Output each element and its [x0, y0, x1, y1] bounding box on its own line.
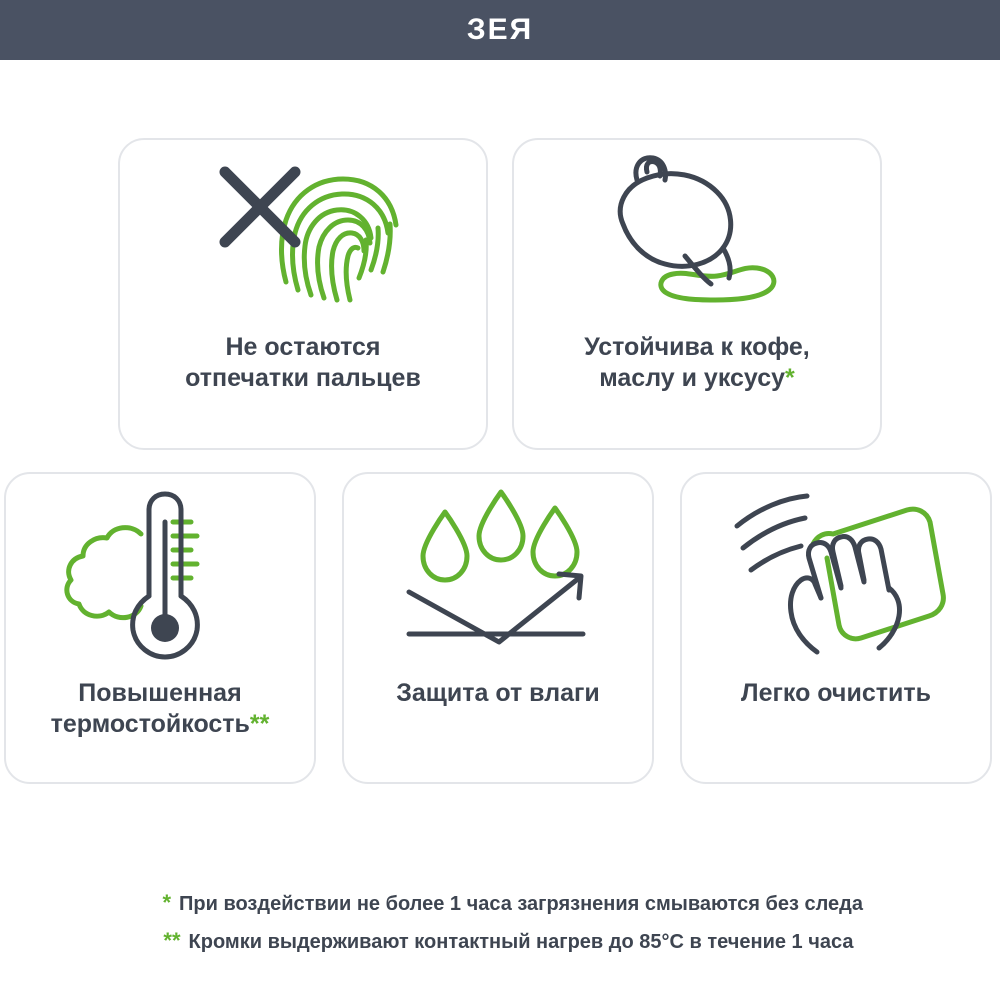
caption-line-1: Устойчива к кофе,: [584, 333, 810, 361]
footnote-item: [0, 890, 1000, 916]
hand-wiping-cloth-icon: [682, 474, 990, 674]
caption-line-1: Защита от влаги: [396, 679, 600, 707]
thermometer-heat-icon: [6, 474, 314, 674]
spilled-cup-icon: [514, 140, 880, 330]
feature-card-fingerprint-caption: [175, 332, 431, 395]
feature-card-fingerprint: [118, 138, 488, 450]
feature-card-stain-resistance: [512, 138, 882, 450]
caption-line-2: отпечатки пальцев: [185, 364, 421, 393]
caption-line-1: Повышенная: [78, 679, 242, 707]
caption-line-2: [51, 709, 270, 740]
caption-line-1: Легко очистить: [741, 679, 931, 707]
caption-line-2: [584, 363, 810, 394]
feature-card-moisture-protection: [342, 472, 654, 784]
footnote-text: При воздействии не более 1 часа загрязнения смываются без следа: [179, 893, 863, 915]
page-title: ЗЕЯ: [466, 13, 534, 46]
footnote-marker: *: [162, 890, 171, 915]
water-drops-repel-icon: [344, 474, 652, 674]
caption-line-2-text: маслу и уксусу: [599, 364, 786, 393]
footnote-marker-single: *: [785, 364, 795, 393]
caption-line-1: Не остаются: [225, 333, 381, 361]
footnote-item: [0, 928, 1000, 954]
footnotes: [0, 890, 1000, 966]
feature-card-heat-resistance: [4, 472, 316, 784]
footnote-text: Кромки выдерживают контактный нагрев до 85°C в течение 1 часа: [188, 931, 854, 953]
header-bar: [0, 0, 1000, 60]
feature-card-easy-clean-caption: [731, 678, 941, 709]
feature-card-moisture-protection-caption: [386, 678, 610, 709]
feature-card-heat-resistance-caption: [41, 678, 280, 741]
footnote-marker-double: **: [249, 710, 270, 739]
fingerprint-no-prints-icon: [120, 140, 486, 330]
feature-card-easy-clean: [680, 472, 992, 784]
feature-card-stain-resistance-caption: [574, 332, 820, 395]
footnote-marker: **: [163, 928, 181, 953]
caption-line-2-text: термостойкость: [50, 710, 250, 739]
